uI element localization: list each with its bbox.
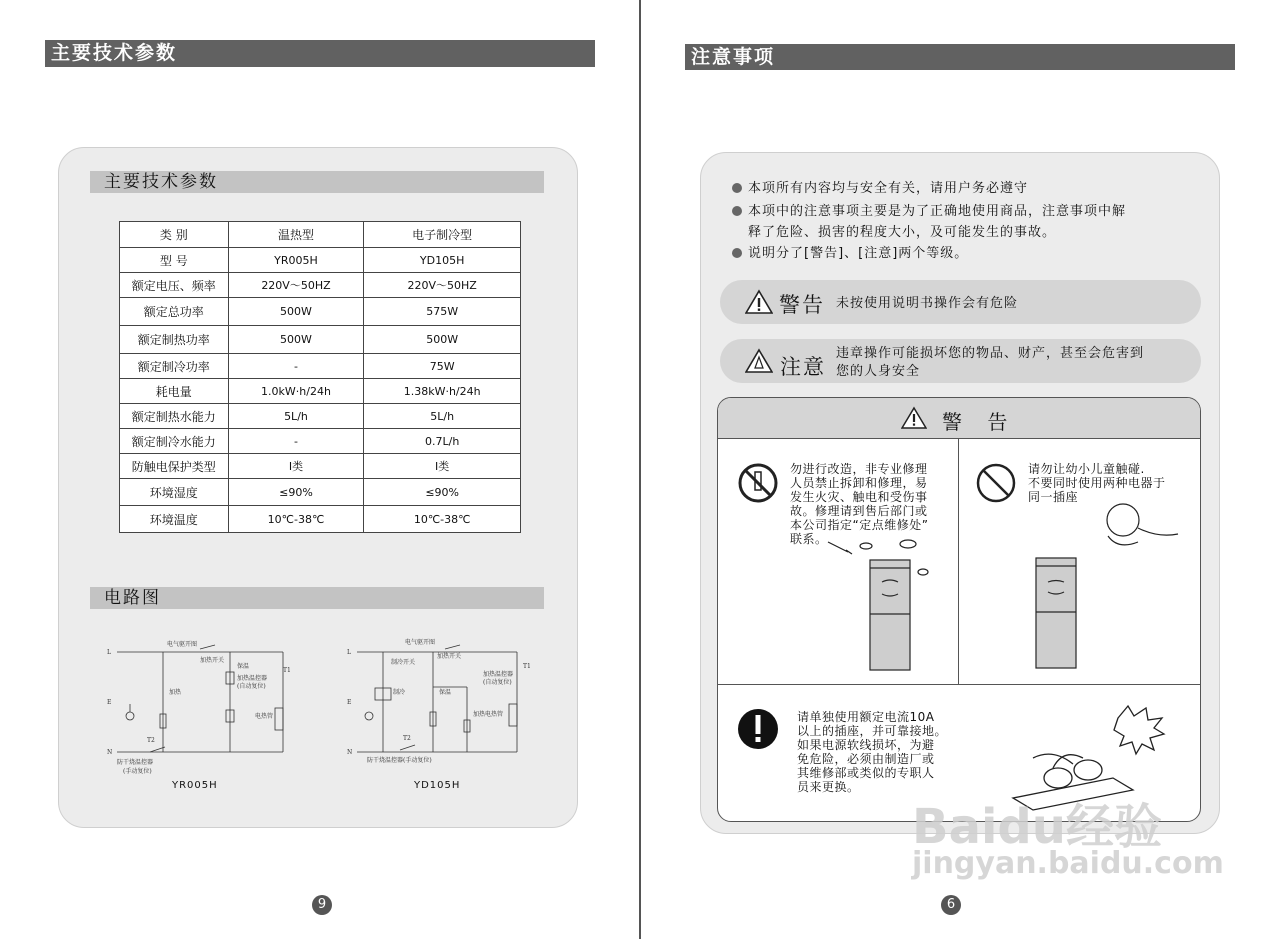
circuit-label: 加热 — [169, 689, 182, 696]
table-cell: ≤90% — [228, 479, 364, 506]
circuit-label: 加热温控器 — [237, 675, 268, 682]
table-cell: 1.38kW·h/24h — [364, 379, 521, 404]
circuit-label: 保温 — [237, 663, 250, 670]
caution-description-line: 违章操作可能损坏您的物品、财产，甚至会危害到 — [836, 346, 1145, 361]
table-cell: 220V～50HZ — [364, 273, 521, 298]
circuit-label: N — [347, 749, 353, 756]
circuit-label: 电热管 — [485, 711, 504, 718]
circuit-label: 加热开关 — [200, 657, 225, 664]
circuit-diagram-yr005h — [105, 632, 305, 782]
spec-section-title: 主要技术参数 — [90, 171, 544, 193]
circuit-label: (自动复位) — [237, 683, 266, 690]
table-cell: 500W — [228, 326, 364, 354]
table-row — [120, 454, 521, 479]
table-row — [120, 326, 521, 354]
table-row — [120, 379, 521, 404]
table-cell: 防触电保护类型 — [120, 454, 229, 479]
page-title: 注意事项 — [685, 44, 1235, 70]
text-line: 勿进行改造，非专业修理 — [790, 462, 928, 476]
circuit-label: T1 — [283, 667, 291, 674]
warning-triangle-icon — [745, 289, 773, 315]
page-title: 主要技术参数 — [45, 40, 595, 67]
text-line: 人员禁止拆卸和修理，易 — [790, 476, 928, 490]
circuit-label: 保温 — [439, 689, 452, 696]
text-line: 如果电源软线损坏，为避 — [797, 738, 935, 752]
watermark-logo: Baidu经验 — [912, 799, 1162, 855]
bullet-text: 本项中的注意事项主要是为了正确地使用商品，注意事项中解 — [748, 204, 1127, 219]
text-line: 请单独使用额定电流10A — [797, 710, 935, 724]
bullet-text: 说明分了[警告]、[注意]两个等级。 — [748, 246, 969, 261]
circuit-section-title: 电路图 — [90, 587, 544, 609]
circuit-label: 防干烧温控器(手动复位) — [367, 757, 432, 764]
caution-triangle-icon — [745, 348, 773, 374]
circuit-label: 制冷开关 — [391, 659, 416, 666]
table-cell: - — [228, 354, 364, 379]
circuit-label: L — [347, 649, 351, 656]
circuit-label: T2 — [147, 737, 155, 744]
text-line: 发生火灾、触电和受伤事 — [790, 490, 928, 504]
table-row — [120, 479, 521, 506]
table-cell: 额定制冷水能力 — [120, 429, 229, 454]
circuit-label: (手动复位) — [123, 768, 152, 775]
text-line: 员来更换。 — [797, 780, 860, 794]
table-row — [120, 298, 521, 326]
bullet-dot-icon — [732, 206, 742, 216]
cell-divider — [718, 684, 1200, 685]
text-line: 本公司指定“定点维修处” — [790, 518, 929, 532]
watermark-url: jingyan.baidu.com — [912, 846, 1224, 881]
left-page — [0, 0, 639, 939]
table-cell: 额定电压、频率 — [120, 273, 229, 298]
table-cell: - — [228, 429, 364, 454]
bullet-item — [732, 201, 1126, 222]
table-cell: 10℃-38℃ — [228, 506, 364, 533]
table-header-row — [120, 222, 521, 248]
circuit-label: 加热 — [473, 711, 486, 718]
text-line: 请勿让幼小儿童触碰. — [1028, 462, 1145, 476]
table-cell: 0.7L/h — [364, 429, 521, 454]
text-line: 其维修部或类似的专职人 — [797, 766, 935, 780]
circuit-model-label: YR005H — [172, 780, 218, 791]
warning-level-pill — [720, 280, 1201, 324]
warning-box-header — [718, 398, 1200, 439]
prohibited-icon — [975, 462, 1017, 504]
text-line: 不要同时使用两种电器于 — [1028, 476, 1166, 490]
circuit-label: (自动复位) — [483, 679, 512, 686]
warning-keyword: 警告 — [779, 293, 825, 317]
circuit-label: 电气驱开图 — [167, 641, 198, 648]
table-cell: 额定总功率 — [120, 298, 229, 326]
table-cell: 10℃-38℃ — [364, 506, 521, 533]
spec-table — [119, 221, 521, 533]
table-row — [120, 429, 521, 454]
circuit-label: T1 — [523, 663, 531, 670]
circuit-label: 加热温控器 — [483, 671, 514, 678]
table-cell: 5L/h — [364, 404, 521, 429]
caution-description-line: 您的人身安全 — [836, 364, 921, 379]
circuit-label: L — [107, 649, 111, 656]
table-cell: 500W — [228, 298, 364, 326]
table-cell: 额定制热水能力 — [120, 404, 229, 429]
page-number: 6 — [941, 895, 961, 915]
bullet-text: 本项所有内容均与安全有关，请用户务必遵守 — [748, 181, 1029, 196]
table-cell: 额定制热功率 — [120, 326, 229, 354]
text-line: 同一插座 — [1028, 490, 1079, 504]
circuit-label: T2 — [403, 735, 411, 742]
table-row — [120, 354, 521, 379]
caution-keyword: 注意 — [780, 355, 826, 379]
table-row — [120, 506, 521, 533]
text-line: 故。修理请到售后部门或 — [790, 504, 928, 518]
circuit-diagram-yd105h — [345, 632, 535, 782]
page-number: 9 — [312, 895, 332, 915]
circuit-label: 防干烧温控器 — [117, 759, 154, 766]
warning-box — [717, 397, 1201, 822]
circuit-model-label: YD105H — [414, 780, 461, 791]
water-dispenser-illustration — [818, 532, 938, 677]
circuit-label: 加热开关 — [437, 653, 462, 660]
circuit-label: N — [107, 749, 113, 756]
table-cell: YD105H — [364, 248, 521, 273]
table-cell: Ⅰ类 — [228, 454, 364, 479]
table-cell: Ⅰ类 — [364, 454, 521, 479]
table-row — [120, 248, 521, 273]
table-row — [120, 404, 521, 429]
bullet-continuation: 释了危险、损害的程度大小，及可能发生的事故。 — [748, 225, 1057, 240]
circuit-label: 制冷 — [393, 689, 406, 696]
table-cell: 75W — [364, 354, 521, 379]
text-line: 免危险，必须由制造厂或 — [797, 752, 935, 766]
caution-level-pill — [720, 339, 1201, 383]
table-cell: 575W — [364, 298, 521, 326]
bullet-item — [732, 178, 1028, 199]
circuit-label: 电气驱开图 — [405, 639, 436, 646]
warning-triangle-icon — [901, 406, 927, 430]
cell-divider — [958, 439, 959, 685]
warning-box-title: 警 告 — [942, 410, 1008, 434]
text-line: 联系。 — [790, 532, 828, 546]
table-cell: 型 号 — [120, 248, 229, 273]
table-cell: 环境湿度 — [120, 479, 229, 506]
table-header: 温热型 — [228, 222, 364, 248]
table-cell: 耗电量 — [120, 379, 229, 404]
table-cell: 5L/h — [228, 404, 364, 429]
circuit-label: 电热管 — [255, 713, 274, 720]
table-cell: 220V～50HZ — [228, 273, 364, 298]
table-cell: 1.0kW·h/24h — [228, 379, 364, 404]
table-cell: YR005H — [228, 248, 364, 273]
socket-warning-text — [797, 710, 947, 794]
circuit-label: E — [347, 699, 352, 706]
table-header: 电子制冷型 — [364, 222, 521, 248]
exclamation-icon — [737, 708, 779, 750]
table-header: 类 别 — [120, 222, 229, 248]
bullet-item — [732, 243, 968, 264]
table-cell: 环境温度 — [120, 506, 229, 533]
bullet-dot-icon — [732, 183, 742, 193]
bullet-dot-icon — [732, 248, 742, 258]
table-row — [120, 273, 521, 298]
table-cell: ≤90% — [364, 479, 521, 506]
no-disassembly-icon — [737, 462, 779, 504]
table-cell: 额定制冷功率 — [120, 354, 229, 379]
child-dispenser-illustration — [1028, 498, 1193, 678]
text-line: 以上的插座，并可靠接地。 — [797, 724, 948, 738]
table-cell: 500W — [364, 326, 521, 354]
warning-description: 未按使用说明书操作会有危险 — [836, 296, 1019, 311]
circuit-label: E — [107, 699, 112, 706]
